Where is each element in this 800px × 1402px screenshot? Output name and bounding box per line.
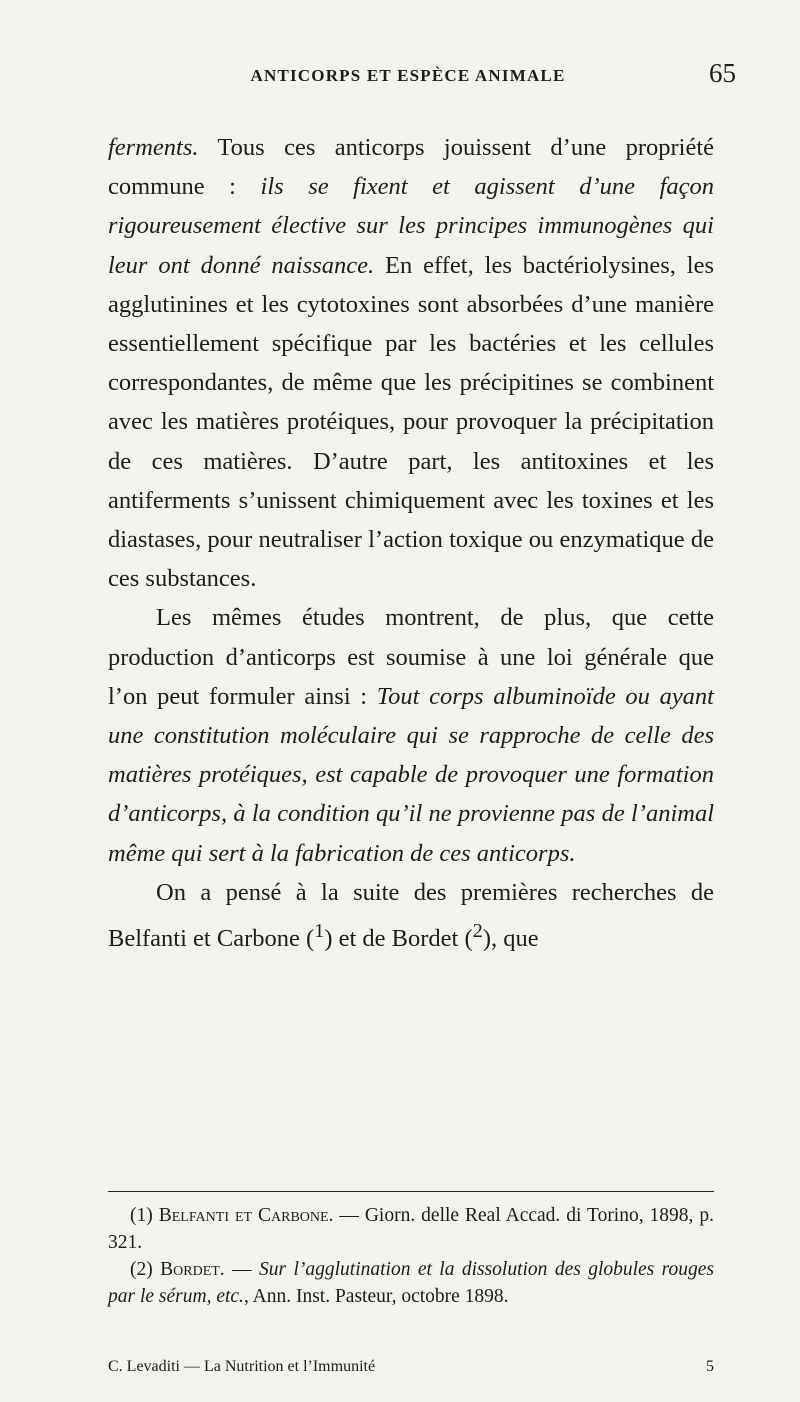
paragraph-2-law: Tout corps albuminoïde ou ayant une constitution moléculaire qui se rapproche de celle des matières protéiques, est capable de provoquer une formation d’anticorps, à la condition qu’il ne provienne pas de l’animal même qui sert à la fabrication de ces anticorps. [108, 682, 714, 867]
footnote-2-source: , Ann. Inst. Pasteur, octobre 1898. [243, 1286, 509, 1307]
footnote-rule [108, 1191, 714, 1192]
footnote-1-text: — Giorn. delle Real Accad. di Torino, 1898, p. 321. [108, 1205, 715, 1253]
paragraph-3-text-c: ), que [482, 925, 539, 953]
paragraph-2-text: Les mêmes études montrent, de plus, que cette production d’anticorps est soumise à une loi générale que l’on peut formuler ainsi : [108, 604, 714, 710]
paragraph-3 [108, 873, 714, 959]
footnote-ref-2[interactable]: 2 [472, 920, 483, 943]
footnote-2-author: Bordet. [160, 1259, 225, 1280]
footnote-1 [108, 1202, 714, 1256]
paragraph-3-text-b: ) et de Bordet ( [324, 925, 473, 953]
footnote-1-marker: (1) [130, 1205, 153, 1226]
paragraph-1-emphasis: ils se fixent et agissent d’une façon rigoureusement élective sur les principes immunogènes qui leur ont donné naissance. [108, 173, 715, 279]
footnote-2 [108, 1256, 714, 1310]
footnote-2-dash: — [224, 1259, 259, 1280]
running-head [108, 58, 736, 94]
signature-text: C. Levaditi — La Nutrition et l’Immunité [108, 1358, 376, 1375]
paragraph-1-lead: ferments. [108, 134, 199, 161]
running-title: ANTICORPS ET ESPÈCE ANIMALE [250, 66, 566, 85]
paragraph-1 [108, 128, 714, 598]
body-text [108, 128, 714, 958]
footnote-ref-1[interactable]: 1 [314, 920, 325, 943]
footnotes [108, 1202, 714, 1310]
printer-signature [108, 1358, 714, 1376]
paragraph-3-text-a: On a pensé à la suite des premières recherches de Belfanti et Carbone ( [108, 878, 714, 953]
paragraph-2 [108, 598, 714, 872]
footnote-1-author: Belfanti et Carbone. [158, 1205, 334, 1226]
page-number: 65 [709, 58, 736, 88]
footnote-2-marker: (2) [130, 1259, 153, 1280]
footnote-2-title: Sur l’agglutination et la dissolution des globules rouges par le sérum, etc. [108, 1259, 715, 1307]
paragraph-1-text-b: En effet, les bactériolysines, les agglutinines et les cytotoxines sont absorbées d’une manière essentiellement spécifique par les bactéries et les cellules correspondantes, de même que les précipitines se combinent avec les matières protéiques, pour provoquer la précipitation de ces matières. D’autre part, les antitoxines et les antiferments s’unissent chimiquement avec les toxines et les diastases, pour neutraliser l’action toxique ou enzymatique de ces substances. [108, 251, 714, 593]
signature-mark: 5 [706, 1358, 714, 1375]
paragraph-1-text-a: Tous ces anticorps jouissent d’une propriété commune : [108, 134, 714, 201]
